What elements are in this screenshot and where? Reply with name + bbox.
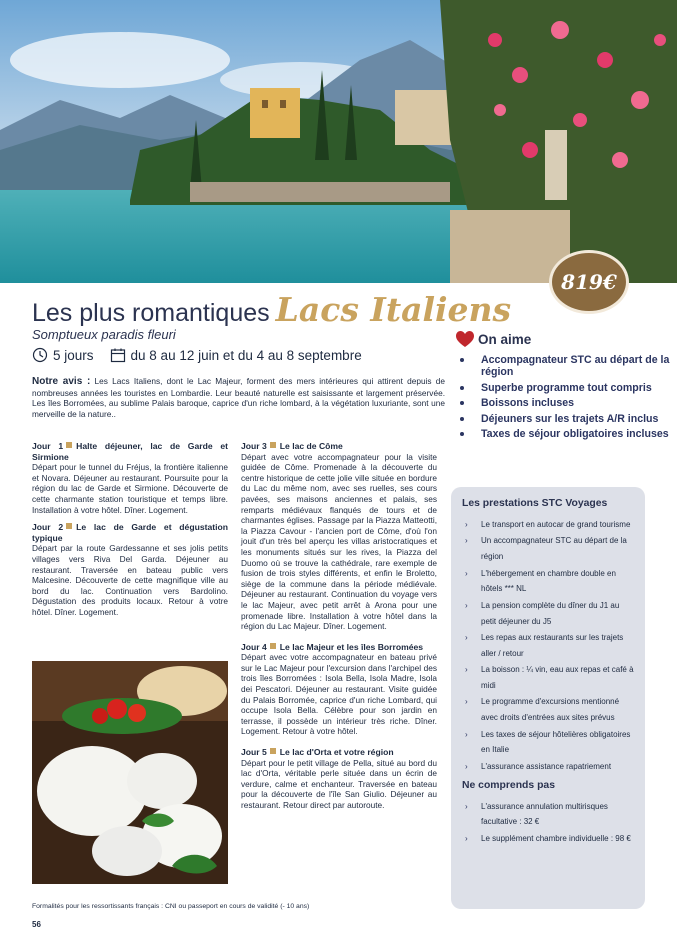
chevron-right-icon: › — [465, 536, 468, 546]
list-item: Déjeuners sur les trajets A/R inclus — [456, 413, 671, 425]
chevron-right-icon: › — [465, 761, 468, 771]
chevron-right-icon: › — [465, 697, 468, 707]
day-number: Jour 1 — [32, 441, 64, 451]
day-title: Halte déjeuner, lac de Garde et Sirmione — [32, 441, 228, 462]
avis-label: Notre avis : — [32, 376, 91, 387]
chevron-right-icon: › — [465, 833, 468, 843]
day-block — [32, 522, 228, 617]
day-heading — [32, 441, 228, 462]
trip-dates — [32, 347, 362, 363]
list-item: › Le programme d'excursions mentionné avec droits d'entrées aux sites prévus — [462, 694, 635, 726]
list-item: › L'assurance annulation multirisques facultative : 32 € — [462, 799, 635, 831]
day-heading — [32, 522, 228, 543]
day-text: Départ pour le tunnel du Fréjus, la frontière italienne et Novara. Déjeuner au restaurant. Poursuite pour la région du lac de Garde et Sirmione. Découverte de cette charmante station touristique et temps libre. Installation à votre hôtel. Dîner. Logement. — [32, 462, 228, 515]
page-number: 56 — [32, 920, 41, 929]
prestations-panel — [451, 487, 645, 909]
day-number: Jour 2 — [32, 522, 64, 533]
day-heading — [241, 747, 437, 758]
day-title: Le lac de Garde et dégustation typique — [32, 522, 228, 543]
dates-text: du 8 au 12 juin et du 4 au 8 septembre — [130, 347, 362, 363]
heart-icon — [456, 331, 474, 348]
duration-text: 5 jours — [53, 347, 94, 363]
day-heading — [241, 441, 437, 452]
footnote: Formalités pour les ressortissants français : CNI ou passeport en cours de validité (- 10 ans) — [32, 903, 310, 910]
chevron-right-icon: › — [465, 568, 468, 578]
day-text: Départ par la route Gardessanne et ses jolis petits villages vers Riva Del Garda. Déjeuner au restaurant. Traversée en bateau public vers Malcesine. Découverte de cette magnifique ville au bord du lac. Continuation vers Bardolino. Dégustation des produits locaux. Retour à votre hôtel. Dîner. Logement. — [32, 543, 228, 617]
day-block — [32, 441, 228, 515]
exclusions-title: Ne comprends pas — [462, 779, 555, 791]
mozzarella-photo — [32, 661, 228, 884]
chevron-right-icon: › — [465, 632, 468, 642]
list-item: › Un accompagnateur STC au départ de la région — [462, 533, 635, 565]
list-item: › Les repas aux restaurants sur les trajets aller / retour — [462, 630, 635, 662]
subtitle: Somptueux paradis fleuri — [32, 327, 176, 342]
chevron-right-icon: › — [465, 520, 468, 529]
on-aime-heading — [456, 331, 671, 348]
chevron-right-icon: › — [465, 665, 468, 675]
day-text: Départ pour le petit village de Pella, situé au bord du lac d'Orta, véritable perle située dans un écrin de verdure, calme et enchanteur. Traversée en bateau pour la découverte de l'île San Giulio. Déjeuner au restaurant. Retour direct par autoroute. — [241, 757, 437, 810]
chevron-right-icon: › — [465, 801, 468, 811]
avis-text: Les Lacs Italiens, dont le Lac Majeur, forment des mers intérieures qui attirent depuis de nombreuses années les touristes en Lombardie. Leur beauté naturelle est saisissante et largement préservée. Les îles Borromées, au sublime Palais baroque, caprice d'un riche lombard, à la végétation luxuriante, sont une merveille de la nature.. — [32, 376, 446, 419]
itinerary-column-2 — [241, 441, 437, 818]
title-main: Les plus romantiques — [32, 299, 270, 327]
day-number: Jour 3 — [241, 441, 267, 451]
list-item: Taxes de séjour obligatoires incluses — [456, 428, 671, 440]
itinerary-column-1 — [32, 441, 228, 625]
chevron-right-icon: › — [465, 729, 468, 739]
day-number: Jour 5 — [241, 747, 267, 758]
list-item: Superbe programme tout compris — [456, 382, 671, 394]
list-item: › Le supplément chambre individuelle : 98 € — [462, 831, 635, 847]
notre-avis — [32, 376, 445, 419]
day-title: Le lac de Côme — [279, 441, 343, 451]
day-block — [241, 642, 437, 737]
title-script: Lacs Italiens — [275, 290, 512, 329]
day-block — [241, 747, 437, 811]
page-title — [32, 290, 511, 329]
on-aime-box — [456, 331, 671, 443]
list-item: › L'hébergement en chambre double en hôtels *** NL — [462, 566, 635, 598]
prestations-title: Les prestations STC Voyages — [462, 498, 608, 509]
on-aime-list — [456, 354, 671, 440]
list-item: Boissons incluses — [456, 397, 671, 409]
day-number: Jour 4 — [241, 641, 267, 652]
day-text: Départ avec votre accompagnateur en bateau privé sur le Lac Majeur pour l'excursion dans l'archipel des trois îles Borromées : Isola Bella, Isola Madre, Isola dei Pescatori. Déjeuner au restaurant. Visite guidée du Palais Borromée, caprice d'un riche Lombard, qui occupe Isola Bella. Célèbre pour son jardin en terrasse, il possède un intérieur très riche. Dîner. Logement. Retour à votre hôtel. — [241, 652, 437, 737]
clock-icon — [32, 347, 48, 363]
list-item: › La pension complète du dîner du J1 au petit déjeuner du J5 — [462, 598, 635, 630]
list-item: › Les taxes de séjour hôtelières obligatoires en Italie — [462, 727, 635, 759]
list-item: › Le transport en autocar de grand tourisme — [462, 517, 635, 533]
day-title: Le lac Majeur et les îles Borromées — [279, 641, 424, 652]
list-item: › L'assurance assistance rapatriement — [462, 759, 635, 775]
on-aime-title: On aime — [478, 332, 532, 347]
chevron-right-icon: › — [465, 600, 468, 610]
day-block — [241, 441, 437, 632]
day-heading — [241, 642, 437, 653]
prestations-list — [462, 517, 635, 775]
day-text: Départ avec votre accompagnateur pour la visite guidée de Côme. Promenade à la découverte du centre historique de cette jolie ville située en bordure du Lac du même nom, avec ses ruelles, ses cours pavées, ses maisons anciennes et palais, ses remparts médiévaux flanqués de tours et de charmantes églises. Passage par la Piazza Matteotti, la Piazza Cavour - l'ancien port de Côme, d'où l'on jouit d'un très bel aperçu les villas aristocratiques et les monuments situés sur les rives, la Piazza del Duomo où se trouve la cathédrale, rare exemple de fusion de trois styles différents, et enfin le Broletto, siège de la commune dans la période médiévale. Déjeuner au restaurant. Continuation du voyage vers le lac Majeur, avec petit arrêt à Arona pour une promenade libre. Installation à votre hôtel dans la région du Lac Majeur. Dîner. Logement. — [241, 451, 437, 632]
list-item: Accompagnateur STC au départ de la région — [456, 354, 671, 379]
price-badge: 819€ — [549, 250, 629, 314]
calendar-icon — [110, 347, 126, 363]
exclusions-list — [462, 799, 635, 847]
list-item: › La boisson : ¼ vin, eau aux repas et café à midi — [462, 662, 635, 694]
hero-photo-lake-como — [0, 0, 677, 283]
day-title: Le lac d'Orta et votre région — [279, 747, 394, 758]
